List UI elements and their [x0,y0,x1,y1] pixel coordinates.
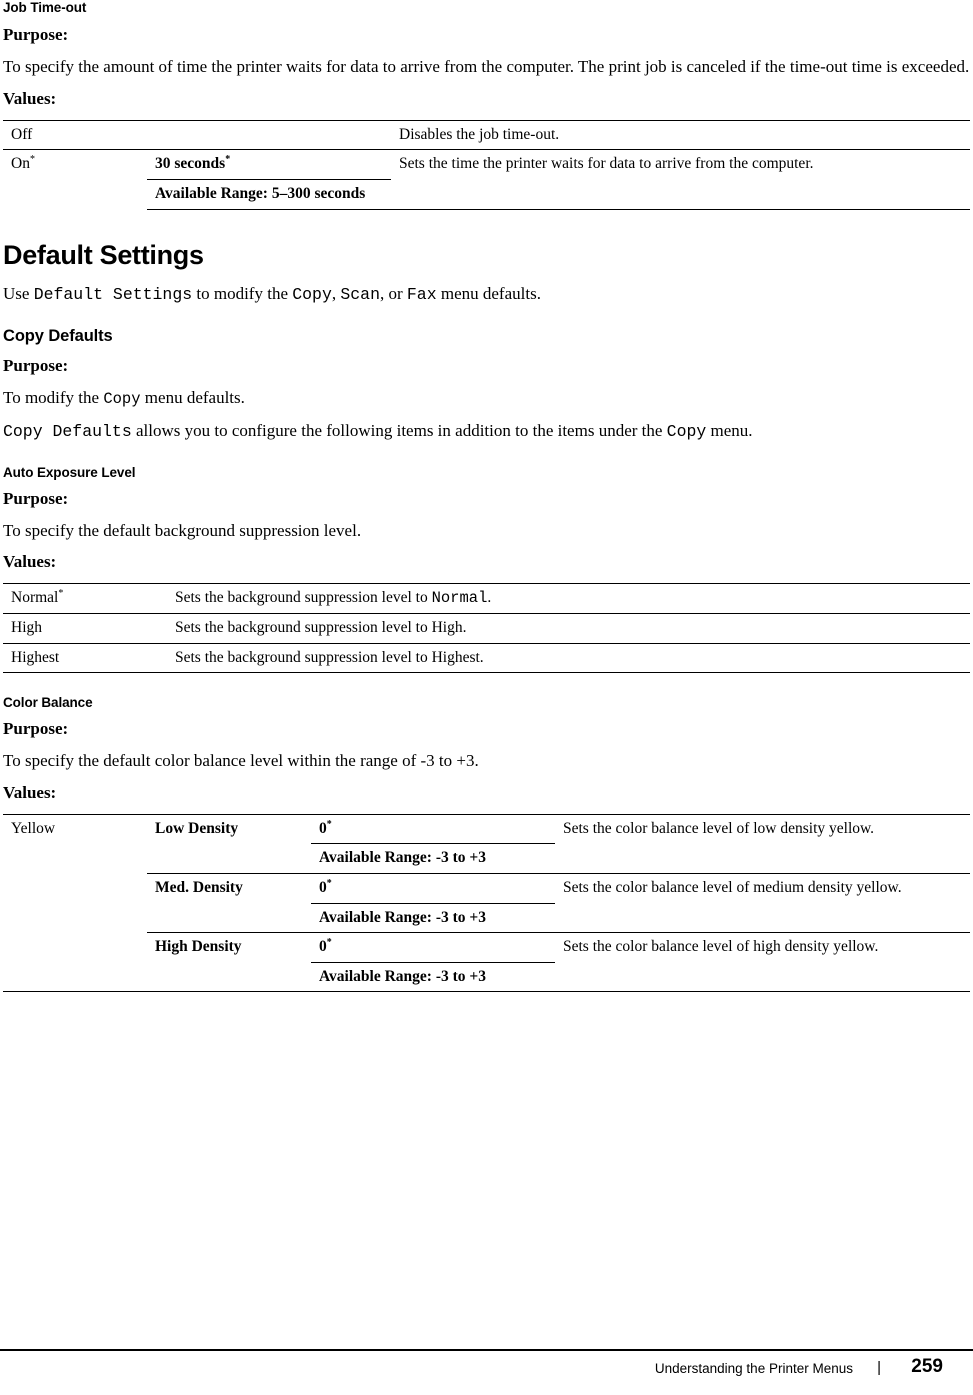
section-heading-default-settings: Default Settings [3,239,204,270]
page-content [3,0,970,998]
cell-empty [3,179,147,209]
cell-value: 0* [311,874,555,904]
intro-default-settings: Use Default Settings to modify the Copy, Scan, or Fax menu defaults. [3,283,541,304]
page-number: 259 [911,1356,943,1377]
footnote-marker: * [326,877,332,889]
footnote-marker: * [326,818,332,830]
mono-copy-defaults: Copy Defaults [3,422,132,442]
mono-copy: Copy [292,284,332,304]
footer-title: Understanding the Printer Menus [654,1361,853,1376]
purpose-label-job-timeout: Purpose: [3,25,69,44]
section-heading-job-timeout: Job Time-out [3,0,87,15]
purpose-label-auto-exposure: Purpose: [3,488,69,508]
purpose-text-color-balance: To specify the default color balance level within the range of -3 to +3. [3,751,479,771]
cell-description: Sets the color balance level of high density yellow. [555,933,970,992]
table-row [3,150,970,180]
table-row [3,643,970,673]
cell-description: Disables the job time-out. [391,120,970,150]
cell-value: 0* [311,933,555,963]
cell-range: Available Range: -3 to +3 [311,962,555,992]
values-label-job-timeout: Values: [3,88,57,108]
cell-range: Available Range: 5–300 seconds [147,179,391,209]
cell-value: 30 seconds* [147,150,391,180]
purpose-text-copy-defaults: To modify the Copy menu defaults. [3,387,245,408]
cell-option: Highest [3,643,167,673]
cell-value: 0* [311,814,555,844]
section-heading-auto-exposure-level: Auto Exposure Level [3,464,136,480]
cell-description: Sets the background suppression level to Normal. [167,584,970,614]
footnote-marker: * [29,154,35,166]
cell-description: Sets the background suppression level to Highest. [167,643,970,673]
cell-empty [147,844,311,874]
cell-spacer [147,120,391,150]
cell-empty [147,962,311,992]
footer-divider [0,1349,973,1351]
description-copy-defaults: Copy Defaults allows you to configure the following items in addition to the items under the Copy menu. [3,421,753,442]
purpose-text-job-timeout: To specify the amount of time the printer waits for data to arrive from the computer. The print job is canceled if the time-out time is exceeded. [3,57,970,76]
mono-normal: Normal [431,589,488,608]
mono-fax: Fax [406,284,437,304]
section-heading-copy-defaults: Copy Defaults [3,326,113,345]
cell-color-group: Yellow [3,814,147,992]
table-row [3,814,970,844]
cell-description: Sets the color balance level of low density yellow. [555,814,970,873]
cell-range: Available Range: -3 to +3 [311,844,555,874]
footnote-marker: * [225,154,231,166]
cell-description: Sets the background suppression level to High. [167,613,970,643]
table-job-timeout [3,120,970,210]
table-row [3,584,970,614]
page-footer [0,1349,973,1395]
table-auto-exposure [3,583,970,673]
cell-option: Normal* [3,584,167,614]
values-label-color-balance: Values: [3,782,57,802]
cell-density: Low Density [147,814,311,844]
cell-range: Available Range: -3 to +3 [311,903,555,933]
purpose-label-color-balance: Purpose: [3,719,69,739]
table-color-balance [3,814,970,993]
footnote-marker: * [58,588,64,600]
cell-density: Med. Density [155,879,243,897]
cell-density: High Density [155,938,242,956]
cell-description: Sets the time the printer waits for data to arrive from the computer. [391,150,970,209]
footer-separator: | [877,1359,881,1376]
footnote-marker: * [326,937,332,949]
purpose-text-auto-exposure: To specify the default background suppression level. [3,520,362,540]
mono-default-settings: Default Settings [33,284,193,304]
mono-copy: Copy [666,422,707,442]
mono-copy: Copy [103,389,141,408]
section-heading-color-balance: Color Balance [3,695,93,711]
table-row [3,613,970,643]
purpose-label-copy-defaults: Purpose: [3,355,69,375]
values-label-auto-exposure: Values: [3,552,57,572]
cell-description: Sets the color balance level of medium density yellow. [555,874,970,933]
cell-option: On* [11,154,35,173]
table-row [3,120,970,150]
mono-scan: Scan [340,284,380,304]
cell-empty [147,903,311,933]
cell-option: Off [3,120,147,150]
table-row [3,874,970,904]
cell-option: High [3,613,167,643]
table-row [3,933,970,963]
